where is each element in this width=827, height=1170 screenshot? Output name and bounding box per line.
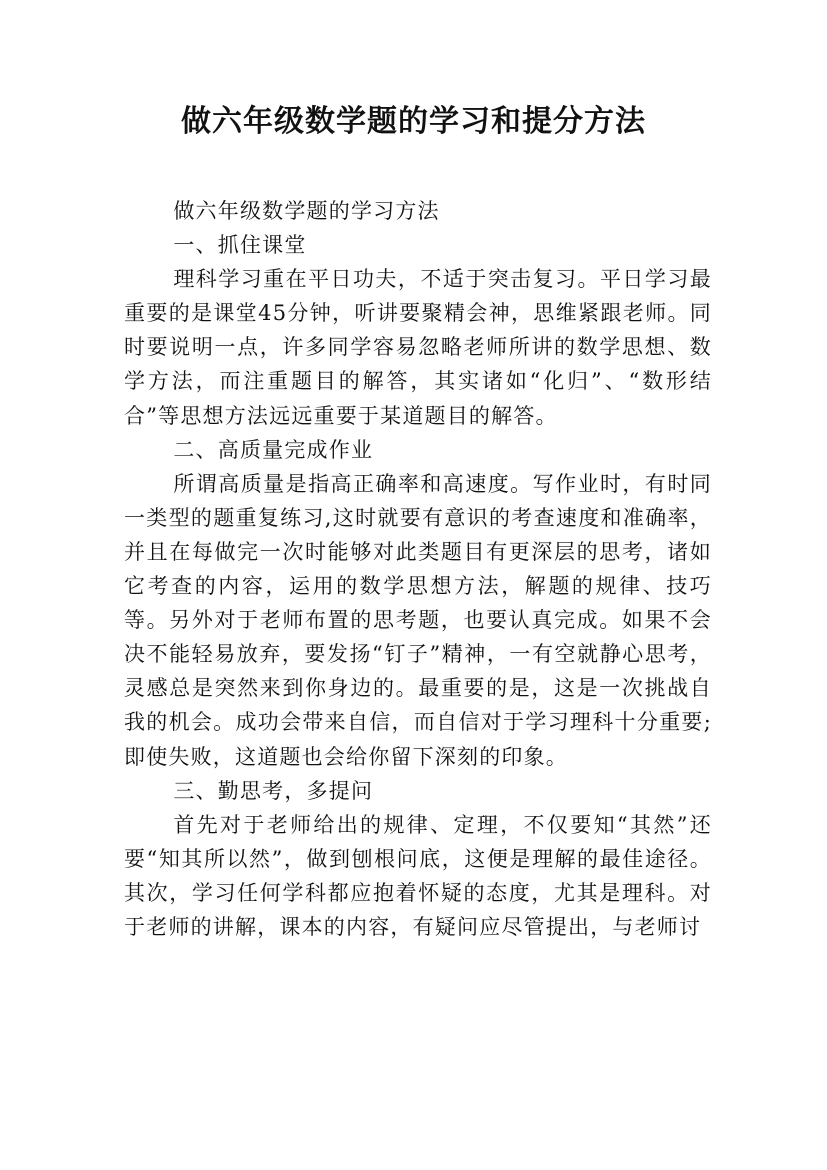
paragraph-2: 所谓高质量是指高正确率和高速度。写作业时，有时同一类型的题重复练习,这时就要有意识的考查速度和准确率，并且在每做完一次时能够对此类题目有更深层的思考，诸如它考查的内容，运用的数学思想方法，解题的规律、技巧等。另外对于老师布置的思考题，也要认真完成。如果不会决不能轻易放弃，要发扬“钉子”精神，一有空就静心思考，灵感总是突然来到你身边的。最重要的是，这是一次挑战自我的机会。成功会带来自信，而自信对于学习理科十分重要;即使失败，这道题也会给你留下深刻的印象。 bbox=[124, 471, 712, 769]
section-intro-heading: 做六年级数学题的学习方法 bbox=[173, 199, 440, 223]
paragraph-1: 理科学习重在平日功夫，不适于突击复习。平日学习最重要的是课堂45分钟，听讲要聚精会神，思维紧跟老师。同时要说明一点，许多同学容易忽略老师所讲的数学思想、数学方法，而注重题目的解答，其实诸如“化归”、“数形结合”等思想方法远远重要于某道题目的解答。 bbox=[124, 267, 712, 428]
section-heading-3: 三、勤思考，多提问 bbox=[173, 778, 374, 803]
document-title: 做六年级数学题的学习和提分方法 bbox=[181, 104, 646, 139]
section-heading-2: 二、高质量完成作业 bbox=[173, 437, 374, 462]
paragraph-3: 首先对于老师给出的规律、定理，不仅要知“其然”还要“知其所以然”，做到刨根问底，这便是理解的最佳途径。其次，学习任何学科都应抱着怀疑的态度，尤其是理科。对于老师的讲解，课本的内容，有疑问应尽管提出，与老师讨 bbox=[124, 812, 712, 939]
document-body bbox=[124, 194, 712, 944]
section-heading-1: 一、抓住课堂 bbox=[173, 233, 307, 258]
